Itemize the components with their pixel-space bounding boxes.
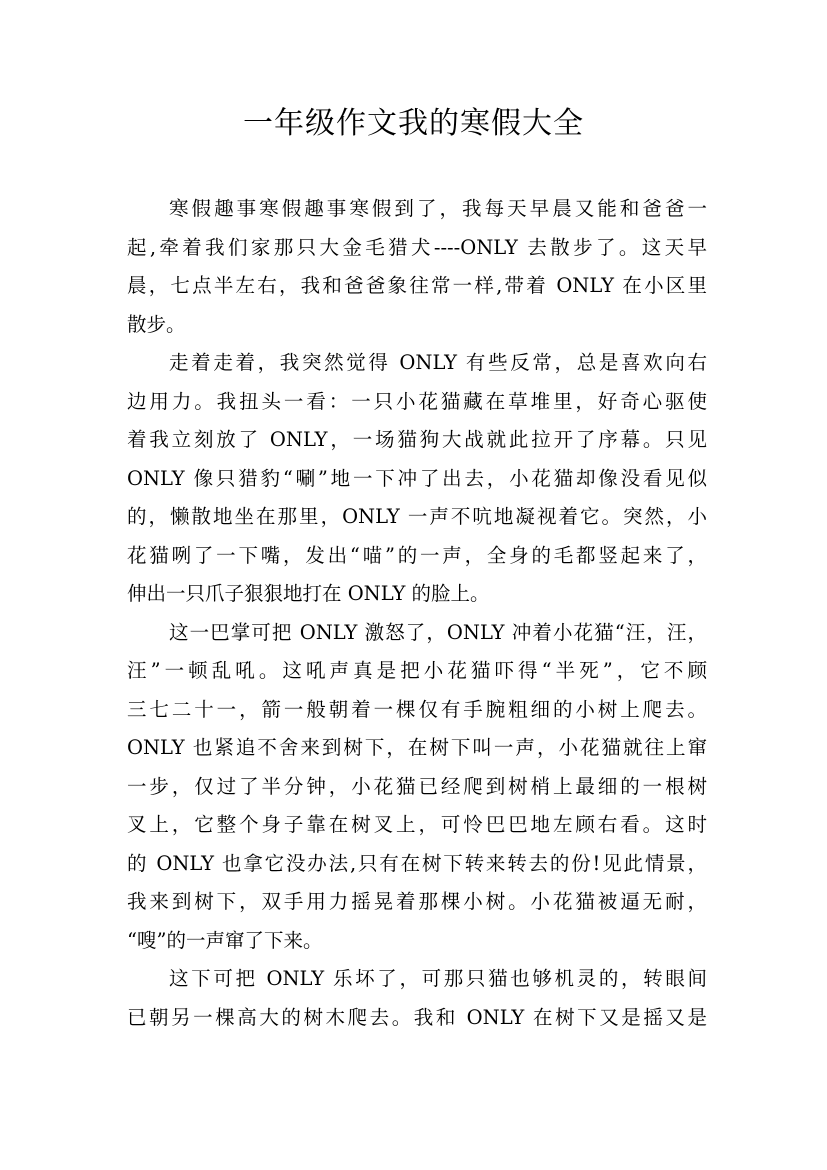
text-line: “嗖”的一声窜了下来。 [127, 928, 323, 952]
text-line: 走着走着，我突然觉得 ONLY 有些反常，总是喜欢向右 [169, 351, 707, 374]
document-body [127, 190, 707, 1037]
text-line: 花猫咧了一下嘴，发出“喵”的一声，全身的毛都竖起来了， [127, 543, 707, 567]
text-line: 的，懒散地坐在那里，ONLY 一声不吭地凝视着它。突然，小 [127, 505, 707, 528]
text-line: 边用力。我扭头一看：一只小花猫藏在草堆里，好奇心驱使 [127, 389, 707, 413]
text-line: 晨，七点半左右，我和爸爸象往常一样,带着 ONLY 在小区里 [127, 274, 707, 297]
paragraph-3 [127, 614, 707, 961]
paragraph-4 [127, 960, 707, 1037]
text-line: ONLY 像只猎豹“唰”地一下冲了出去，小花猫却像没看见似 [127, 466, 707, 490]
text-line: 起,牵着我们家那只大金毛猎犬----ONLY 去散步了。这天早 [127, 235, 707, 259]
text-line: 的 ONLY 也拿它没办法,只有在树下转来转去的份!见此情景， [127, 851, 707, 875]
text-line: 散步。 [127, 312, 186, 336]
text-line: 三七二十一，箭一般朝着一棵仅有手腕粗细的小树上爬去。 [127, 697, 707, 721]
text-line: 这一巴掌可把 ONLY 激怒了，ONLY 冲着小花猫“汪，汪， [169, 620, 707, 644]
text-line: 已朝另一棵高大的树木爬去。我和 ONLY 在树下又是摇又是 [127, 1005, 707, 1029]
text-line: ONLY 也紧追不舍来到树下，在树下叫一声，小花猫就往上窜 [127, 736, 707, 759]
text-line: 我来到树下，双手用力摇晃着那棵小树。小花猫被逼无耐， [127, 890, 707, 913]
text-line: 伸出一只爪子狠狠地打在 ONLY 的脸上。 [127, 582, 490, 605]
text-line: 一步，仅过了半分钟，小花猫已经爬到树梢上最细的一根树 [127, 774, 707, 798]
text-line: 着我立刻放了 ONLY，一场猫狗大战就此拉开了序幕。只见 [127, 428, 707, 451]
text-line: 汪”一顿乱吼。这吼声真是把小花猫吓得“半死”，它不顾 [127, 659, 707, 682]
text-line: 这下可把 ONLY 乐坏了，可那只猫也够机灵的，转眼间 [169, 967, 707, 990]
text-line: 寒假趣事寒假趣事寒假到了，我每天早晨又能和爸爸一 [169, 197, 707, 220]
paragraph-2 [127, 344, 707, 614]
paragraph-1 [127, 190, 707, 344]
document-title: 一年级作文我的寒假大全 [243, 106, 584, 141]
text-line: 叉上，它整个身子靠在树叉上，可怜巴巴地左顾右看。这时 [127, 813, 707, 836]
